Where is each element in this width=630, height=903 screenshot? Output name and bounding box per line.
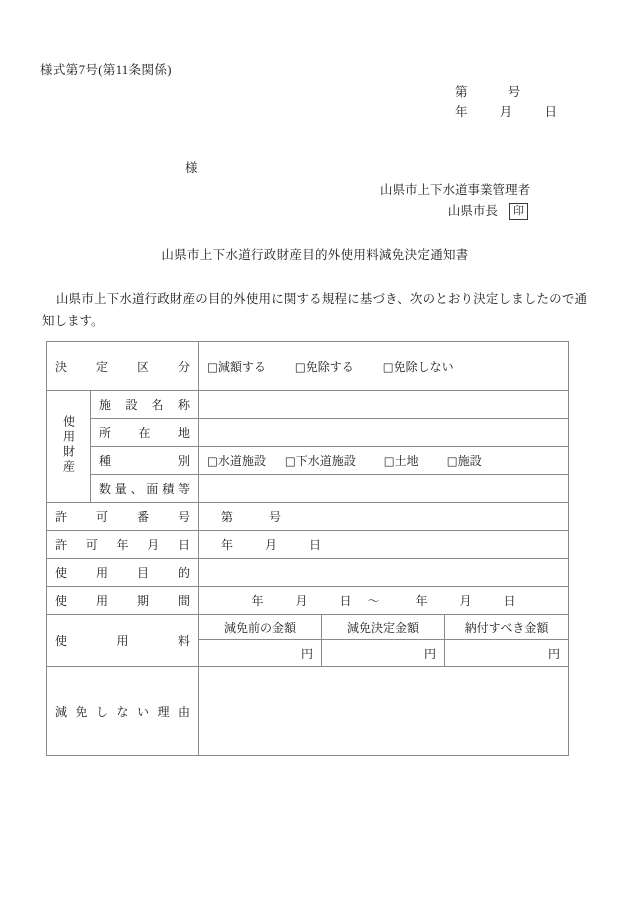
checkbox-square-icon: □ [383, 454, 395, 468]
period-from-day: 日 [339, 594, 352, 608]
property-type-options [199, 447, 569, 475]
fee-value-before[interactable] [199, 640, 322, 667]
table-row-location [47, 419, 569, 447]
table-row-quantity-area [47, 475, 569, 503]
table-row-decision-section [47, 342, 569, 391]
issuer-organization: 山県市上下水道事業管理者 [380, 183, 531, 197]
permit-number-prefix: 第 [221, 510, 234, 524]
label-period: 使用期間 [47, 587, 199, 615]
table-row-property-type [47, 447, 569, 475]
fee-unit-before: 円 [301, 646, 314, 661]
fee-column-header-payable: 納付すべき金額 [445, 615, 569, 640]
label-decision-section: 決定区分 [47, 342, 199, 391]
value-permit-number[interactable] [199, 503, 569, 531]
checkbox-water-facility-label: 水道施設 [217, 454, 266, 468]
value-location[interactable] [199, 419, 569, 447]
checkbox-not-exempt-label: 免除しない [393, 359, 454, 374]
checkbox-square-icon: □ [294, 359, 306, 374]
table-row-reason [47, 667, 569, 756]
permit-date-year: 年 [221, 538, 234, 552]
checkbox-reduce[interactable] [207, 360, 266, 374]
label-location: 所在地 [91, 419, 199, 447]
checkbox-exempt-label: 免除する [305, 359, 354, 374]
permit-number-suffix: 号 [269, 510, 282, 524]
table-row-facility-name [47, 391, 569, 419]
checkbox-land[interactable] [384, 454, 419, 468]
table-row-permit-date [47, 531, 569, 559]
form-number: 様式第7号(第11条関係) [40, 63, 172, 77]
checkbox-square-icon: □ [207, 359, 218, 374]
date-day: 日 [544, 105, 558, 119]
fee-column-header-before: 減免前の金額 [199, 615, 322, 640]
fee-column-header-decided: 減免決定金額 [322, 615, 445, 640]
period-from-month: 月 [295, 594, 308, 608]
checkbox-water-facility[interactable] [207, 454, 266, 468]
document-number-label: 第 [455, 85, 468, 99]
period-separator: ～ [367, 594, 380, 608]
checkbox-facility-label: 施設 [457, 454, 482, 468]
fee-unit-payable: 円 [548, 646, 561, 661]
label-property-text: 使用財産 [61, 414, 76, 475]
date-month: 月 [499, 105, 513, 119]
period-to-month: 月 [459, 594, 472, 608]
fee-value-payable[interactable] [445, 640, 569, 667]
table-row-period [47, 587, 569, 615]
permit-date-day: 日 [309, 538, 322, 552]
label-purpose: 使用目的 [47, 559, 199, 587]
checkbox-sewer-facility-label: 下水道施設 [295, 454, 356, 468]
value-purpose[interactable] [199, 559, 569, 587]
label-property-type: 種別 [91, 447, 199, 475]
checkbox-not-exempt[interactable] [383, 360, 454, 374]
issuer-title: 山県市長 [447, 204, 498, 218]
issuer-title-line [380, 201, 530, 222]
table-row-permit-number [47, 503, 569, 531]
checkbox-land-label: 土地 [394, 454, 419, 468]
label-permit-number: 許可番号 [47, 503, 199, 531]
label-quantity-area: 数量、面積等 [91, 475, 199, 503]
value-permit-date[interactable] [199, 531, 569, 559]
document-number-line [455, 82, 557, 102]
date-year: 年 [455, 105, 468, 119]
fee-value-decided[interactable] [322, 640, 445, 667]
value-period[interactable] [199, 587, 569, 615]
value-reason[interactable] [199, 667, 569, 756]
fee-unit-decided: 円 [424, 646, 437, 661]
page-title: 山県市上下水道行政財産目的外使用料減免決定通知書 [161, 248, 469, 262]
value-quantity-area[interactable] [199, 475, 569, 503]
document-date-line [455, 102, 557, 122]
checkbox-square-icon: □ [382, 359, 394, 374]
label-reason: 減免しない理由 [47, 667, 199, 756]
value-facility-name[interactable] [199, 391, 569, 419]
checkbox-reduce-label: 減額する [217, 359, 266, 374]
addressee-honorific: 様 [185, 161, 198, 175]
document-number-date-block [455, 82, 557, 122]
document-number-suffix: 号 [507, 85, 521, 99]
issuer-block [380, 180, 530, 222]
checkbox-square-icon: □ [446, 454, 458, 468]
checkbox-square-icon: □ [207, 454, 218, 468]
period-from-year: 年 [251, 594, 264, 608]
seal-icon: 印 [509, 203, 528, 220]
table-row-purpose [47, 559, 569, 587]
label-property [47, 391, 91, 503]
checkbox-sewer-facility[interactable] [285, 454, 356, 468]
checkbox-square-icon: □ [284, 454, 296, 468]
period-to-day: 日 [503, 594, 516, 608]
permit-date-month: 月 [265, 538, 278, 552]
period-to-year: 年 [415, 594, 428, 608]
label-fee: 使用料 [47, 615, 199, 667]
decision-form-table [46, 341, 569, 756]
body-paragraph: 山県市上下水道行政財産の目的外使用に関する規程に基づき、次のとおり決定しましたので通知します。 [42, 292, 587, 328]
decision-section-options [199, 342, 569, 391]
table-row-fee-header [47, 615, 569, 640]
checkbox-facility[interactable] [447, 454, 482, 468]
checkbox-exempt[interactable] [295, 360, 354, 374]
label-permit-date: 許可年月日 [47, 531, 199, 559]
label-facility-name: 施設名称 [91, 391, 199, 419]
